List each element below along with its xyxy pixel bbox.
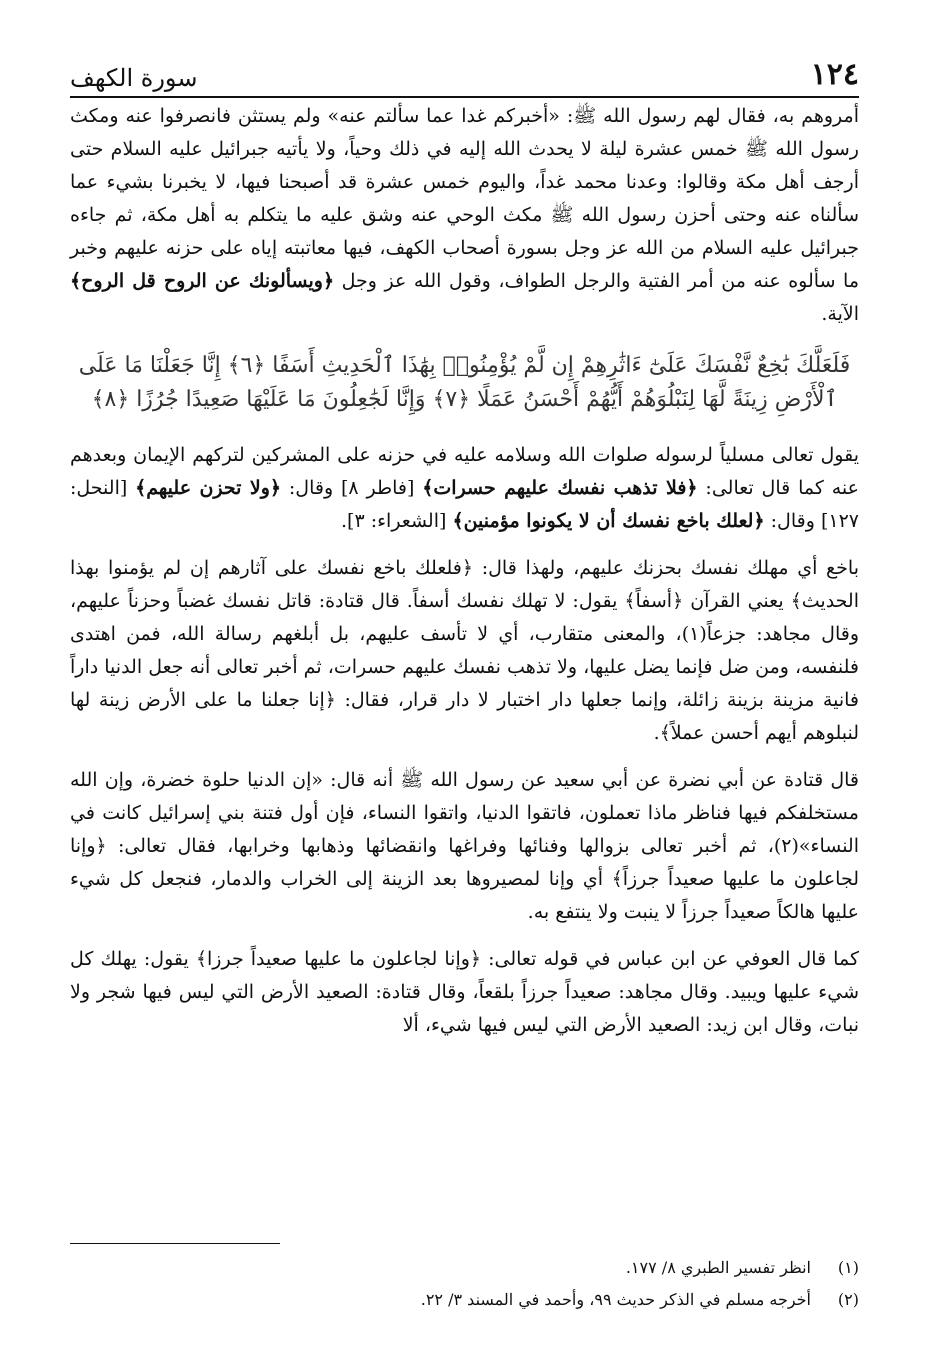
- footnote-1: [70, 1252, 859, 1284]
- paragraph-1-end: الآية.: [821, 303, 859, 325]
- paragraph-2-part-c: [فاطر ٨] وقال:: [288, 477, 415, 499]
- paragraph-5: كما قال العوفي عن ابن عباس في قوله تعالى: ﴿وإنا لجاعلون ما عليها صعيداً جرزا﴾ يقول: يهلك كل شيء عليها ويبيد. وقال مجاهد: صعيداً جرزاً بلقعاً، وقال قتادة: الصعيد الأرض التي ليس فيها شجر ولا نبات، وقال ابن زيد: الصعيد الأرض التي ليس فيها شيء، ألا: [70, 948, 859, 1036]
- quran-quote: ﴿ويسألونك عن الروح قل الروح﴾: [70, 270, 335, 292]
- paragraph-2-part-g: [الشعراء: ٣].: [341, 510, 447, 532]
- footnotes: [70, 1252, 859, 1316]
- surah-title: سورة الكهف: [70, 64, 198, 92]
- footnote-text: أخرجه مسلم في الذكر حديث ٩٩، وأحمد في المسند ٣/ ٢٢.: [420, 1290, 811, 1309]
- page-body: [70, 100, 859, 1056]
- page-header: [70, 40, 859, 98]
- footnote-number: (١): [837, 1258, 859, 1277]
- quran-ayah-block: فَلَعَلَّكَ بَٰخِعٌ نَّفْسَكَ عَلَىٰٓ ءَاثَٰرِهِمْ إِن لَّمْ يُؤْمِنُوا۟ بِهَٰذَا ٱلْحَدِيثِ أَسَفًا ﴿٦﴾ إِنَّا جَعَلْنَا مَا عَلَى ٱلْأَرْضِ زِينَةً لَّهَا لِنَبْلُوَهُمْ أَيُّهُمْ أَحْسَنُ عَمَلًا ﴿٧﴾ وَإِنَّا لَجَٰعِلُونَ مَا عَلَيْهَا صَعِيدًا جُرُزًا ﴿٨﴾: [78, 353, 851, 412]
- paragraph-2-part-e: [النحل: ١٢٧] وقال:: [70, 477, 859, 532]
- quran-quote: ﴿لعلك باخع نفسك أن لا يكونوا مؤمنين﴾: [452, 510, 765, 532]
- paragraph-2-part-a: يقول تعالى مسلياً لرسوله صلوات الله وسلامه عليه في حزنه على المشركين لتركهم الإيمان وبعدهم عنه كما قال تعالى:: [70, 444, 859, 499]
- paragraph-3: باخع أي مهلك نفسك بحزنك عليهم، ولهذا قال: ﴿فلعلك باخع نفسك على آثارهم إن لم يؤمنوا بهذا الحديث﴾ يعني القرآن ﴿أسفاً﴾ يقول: لا تهلك نفسك أسفاً. قال قتادة: قاتل نفسك غضباً وحزناً عليهم، وقال مجاهد: جزعاً(١)، والمعنى متقارب، أي لا تأسف عليهم، بل أبلغهم رسالة الله، فمن اهتدى فلنفسه، ومن ضل فإنما يضل عليها، ولا تذهب نفسك عليهم حسرات، ثم أخبر تعالى أنه جعل الدنيا داراً فانية مزينة بزينة زائلة، وإنما جعلها دار اختبار لا دار قرار، فقال: ﴿إنا جعلنا ما على الأرض زينة لها لنبلوهم أيهم أحسن عملاً﴾.: [70, 557, 859, 744]
- page-number: ١٢٤: [810, 57, 859, 92]
- paragraph-1-text: أمروهم به، فقال لهم رسول الله ﷺ: «أخبركم غدا عما سألتم عنه» ولم يستثن فانصرفوا عنه ومكث رسول الله ﷺ خمس عشرة ليلة لا يحدث الله إليه في ذلك وحياً، ولا يأتيه جبرائيل عليه السلام حتى أرجف أهل مكة وقالوا: وعدنا محمد غداً، واليوم خمس عشرة قد أصبحنا فيها، لا يخبرنا بشيء عما سألناه عنه وحتى أحزن رسول الله ﷺ مكث الوحي عنه وشق عليه ما يتكلم به أهل مكة، ثم جاءه جبرائيل عليه السلام من الله عز وجل بسورة أصحاب الكهف، فيها معاتبته إياه على حزنه عليهم وخبر ما سألوه عنه من أمر الفتية والرجل الطواف، وقول الله عز وجل: [70, 105, 860, 292]
- quran-quote: ﴿ولا تحزن عليهم﴾: [135, 477, 282, 499]
- footnote-divider: [70, 1243, 280, 1244]
- paragraph-2: [70, 439, 859, 538]
- paragraph-1: [70, 100, 859, 331]
- footnote-number: (٢): [837, 1290, 859, 1309]
- quran-quote: ﴿فلا تذهب نفسك عليهم حسرات﴾: [422, 477, 698, 499]
- paragraph-4: قال قتادة عن أبي نضرة عن أبي سعيد عن رسول الله ﷺ أنه قال: «إن الدنيا حلوة خضرة، وإن الله مستخلفكم فيها فناظر ماذا تعملون، فاتقوا الدنيا، واتقوا النساء، فإن أول فتنة بني إسرائيل كانت في النساء»(٢)، ثم أخبر تعالى بزوالها وفنائها وفراغها وانقضائها وذهابها وخرابها، فقال تعالى: ﴿وإنا لجاعلون ما عليها صعيداً جرزاً﴾ أي وإنا لمصيروها بعد الزينة إلى الخراب والدمار، فنجعل كل شيء عليها هالكاً صعيداً جرزاً لا ينبت ولا ينتفع به.: [70, 769, 859, 923]
- footnote-2: [70, 1284, 859, 1316]
- footnote-text: انظر تفسير الطبري ٨/ ١٧٧.: [625, 1258, 811, 1277]
